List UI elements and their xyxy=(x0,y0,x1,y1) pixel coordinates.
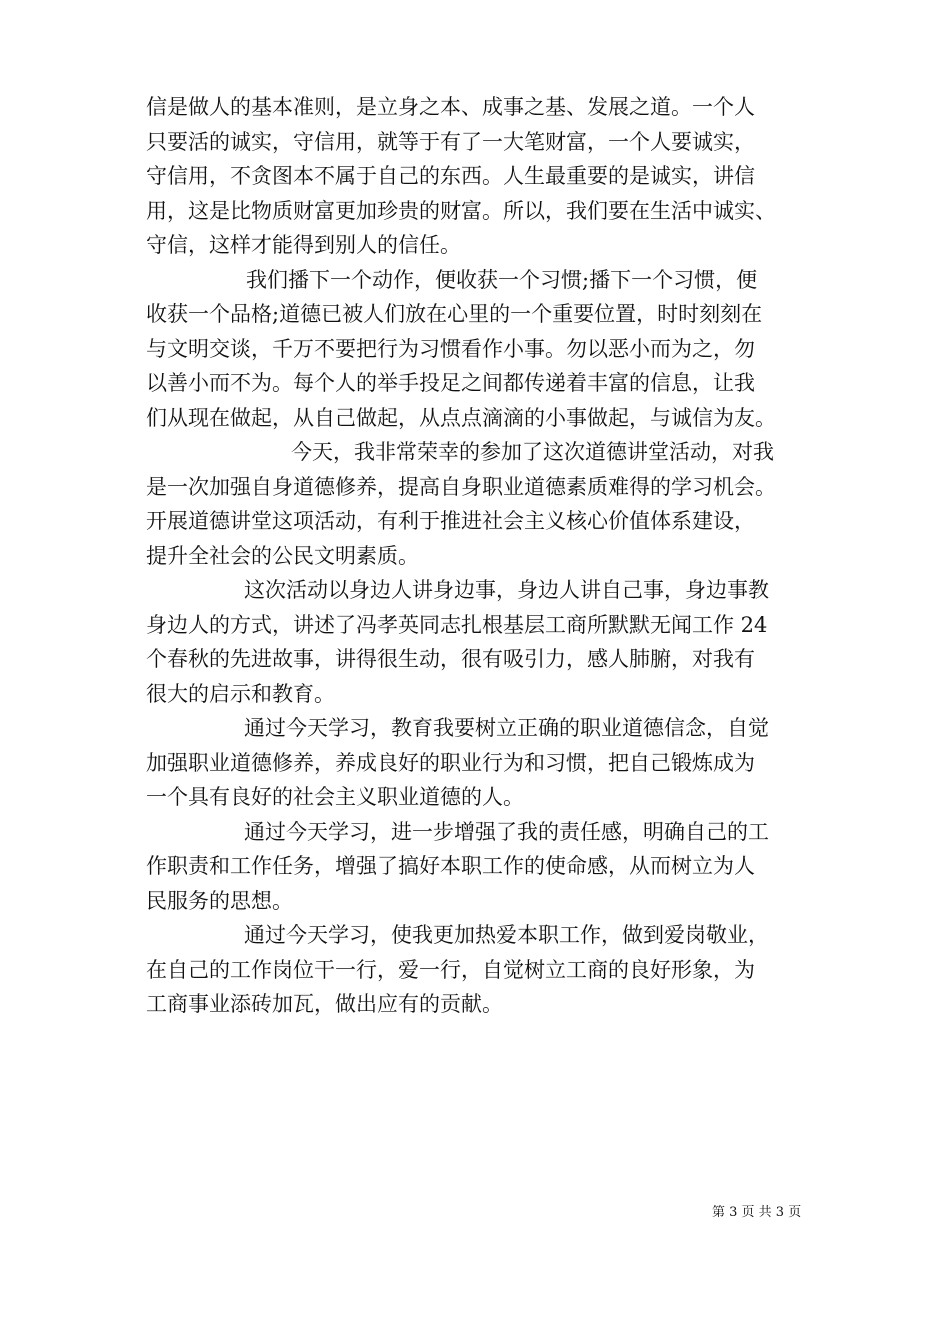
text-line: 作职责和工作任务，增强了搞好本职工作的使命感，从而树立为人 xyxy=(146,854,755,878)
text-line: 一个具有良好的社会主义职业道德的人。 xyxy=(146,785,524,809)
text-line: 收获一个品格;道德已被人们放在心里的一个重要位置，时时刻刻在 xyxy=(146,302,763,326)
text-line: 是一次加强自身道德修养，提高自身职业道德素质难得的学习机会。 xyxy=(146,474,776,499)
text-line: 民服务的思想。 xyxy=(146,888,293,913)
text-line: 提升全社会的公民文明素质。 xyxy=(146,543,419,568)
page-number-footer: 第 3 页 共 3 页 xyxy=(712,1205,802,1220)
text-line: 这次活动以身边人讲身边事，身边人讲自己事，身边事教 xyxy=(244,578,769,602)
text-line: 今天，我非常荣幸的参加了这次道德讲堂活动，对我 xyxy=(291,440,774,464)
text-line: 只要活的诚实，守信用，就等于有了一大笔财富，一个人要诚实， xyxy=(146,129,755,154)
text-line: 工商事业添砖加瓦，做出应有的贡献。 xyxy=(146,992,503,1016)
text-line: 身边人的方式，讲述了冯孝英同志扎根基层工商所默默无闻工作 24 xyxy=(146,612,768,637)
text-line: 开展道德讲堂这项活动，有利于推进社会主义核心价值体系建设， xyxy=(146,509,755,533)
text-line: 个春秋的先进故事，讲得很生动，很有吸引力，感人肺腑，对我有 xyxy=(146,647,755,671)
text-line: 与文明交谈，千万不要把行为习惯看作小事。勿以恶小而为之，勿 xyxy=(146,336,755,361)
text-line: 们从现在做起，从自己做起，从点点滴滴的小事做起，与诚信为友。 xyxy=(146,405,776,430)
text-line: 加强职业道德修养，养成良好的职业行为和习惯，把自己锻炼成为 xyxy=(146,750,755,775)
text-line: 在自己的工作岗位干一行，爱一行，自觉树立工商的良好形象，为 xyxy=(146,957,755,982)
document-body xyxy=(146,90,846,1022)
text-line: 用，这是比物质财富更加珍贵的财富。所以，我们要在生活中诚实、 xyxy=(146,198,776,223)
text-line: 我们播下一个动作，便收获一个习惯;播下一个习惯，便 xyxy=(246,267,758,292)
text-line: 通过今天学习，使我更加热爱本职工作，做到爱岗敬业， xyxy=(244,923,769,947)
text-line: 信是做人的基本准则，是立身之本、成事之基、发展之道。一个人 xyxy=(146,95,755,119)
text-line: 守信，这样才能得到别人的信任。 xyxy=(146,233,461,257)
text-line: 通过今天学习，进一步增强了我的责任感，明确自己的工 xyxy=(244,819,769,844)
text-line: 守信用，不贪图本不属于自己的东西。人生最重要的是诚实，讲信 xyxy=(146,164,755,188)
text-line: 以善小而不为。每个人的举手投足之间都传递着丰富的信息，让我 xyxy=(146,371,755,395)
text-line: 很大的启示和教育。 xyxy=(146,681,335,706)
text-line: 通过今天学习，教育我要树立正确的职业道德信念，自觉 xyxy=(244,716,769,740)
